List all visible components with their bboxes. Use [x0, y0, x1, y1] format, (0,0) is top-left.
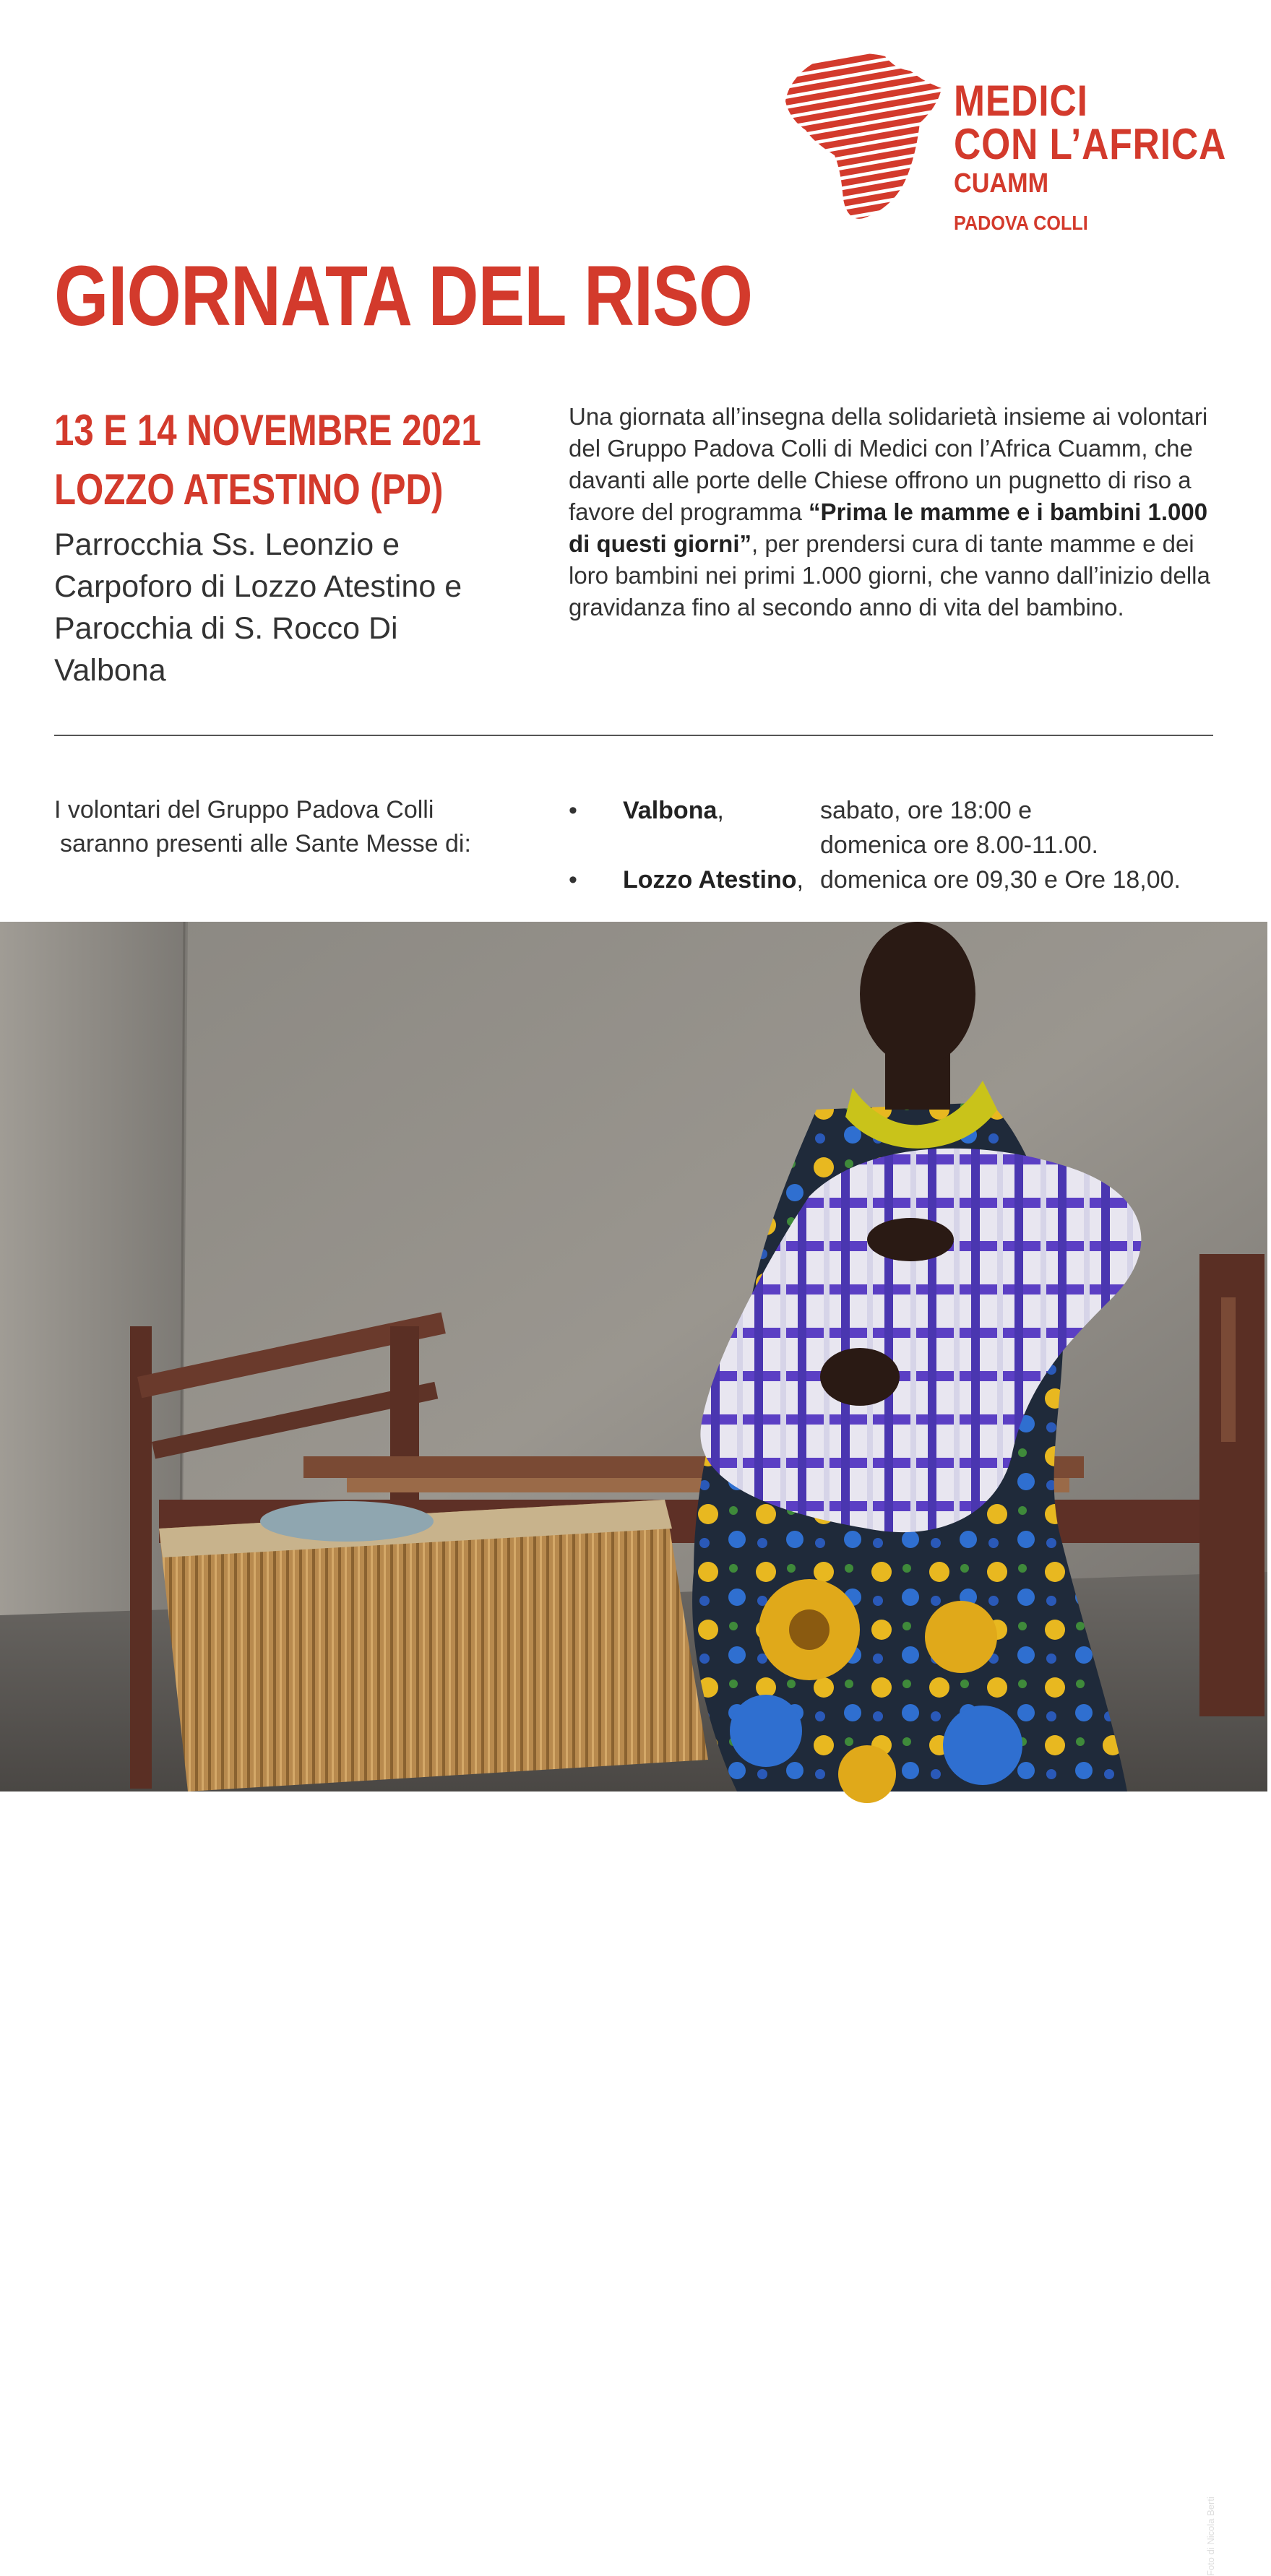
location-name: Lozzo Atestino [623, 866, 797, 894]
photo-illustration [0, 922, 1267, 1791]
page-title: GIORNATA DEL RISO [54, 248, 753, 344]
list-item [569, 863, 1219, 897]
list-item-continuation [569, 828, 1219, 863]
event-parish: Parrocchia Ss. Leonzio e Carpoforo di Lozzo Atestino e Parocchia di S. Rocco Di Valbona [54, 527, 462, 688]
africa-logo-icon [784, 51, 943, 224]
description-text-2: , per prendersi cura di tante mamme e dei loro bambini nei primi 1.000 giorni, che vanno dall’inizio della gravidanza fino al secondo anno di vita del bambino. [569, 530, 1210, 621]
volunteers-line-1: I volontari del Gruppo Padova Colli [54, 796, 434, 824]
schedule-time: domenica ore 09,30 e Ore 18,00. [820, 866, 1181, 894]
logo-line-padova-colli: PADOVA COLLI [954, 212, 1088, 234]
description-text-1: Una giornata all’insegna della solidarietà insieme ai volontari del Gruppo Padova Colli di Medici con l’Africa Cuamm, che davanti alle porte delle Chiese offrono un pugnetto di riso a favore del programma [569, 403, 1208, 525]
event-info [54, 401, 517, 691]
program-name: “Prima le mamme e i bambini 1.000 di questi giorni” [569, 498, 1208, 557]
location-comma: , [796, 866, 803, 894]
logo [784, 51, 1227, 234]
volunteers-line-2: saranno presenti alle Sante Messe di: [60, 830, 471, 857]
event-place: LOZZO ATESTINO (PD) [54, 465, 444, 514]
event-description [569, 401, 1219, 623]
schedule-time: domenica ore 8.00-11.00. [820, 831, 1098, 859]
photo-credit: Foto di Nicola Berti [1205, 2497, 1216, 2576]
location-comma: , [717, 797, 724, 824]
event-date: 13 E 14 NOVEMBRE 2021 [54, 406, 481, 454]
logo-line-medici: MEDICI [954, 77, 1088, 125]
photo-mother-and-baby [0, 922, 1267, 2576]
bullet: • [569, 866, 577, 894]
mass-schedule [569, 793, 1219, 897]
volunteers-text [54, 793, 517, 861]
schedule-location [623, 793, 724, 828]
logo-wordmark [954, 79, 1271, 235]
schedule-time: sabato, ore 18:00 e [820, 797, 1033, 824]
logo-line-cuamm: CUAMM [954, 168, 1049, 199]
schedule-location [623, 863, 803, 897]
divider [54, 735, 1213, 736]
bullet: • [569, 797, 577, 824]
location-name: Valbona [623, 797, 718, 824]
list-item [569, 793, 1219, 828]
logo-line-con-lafrica: CON L’AFRICA [954, 120, 1227, 168]
